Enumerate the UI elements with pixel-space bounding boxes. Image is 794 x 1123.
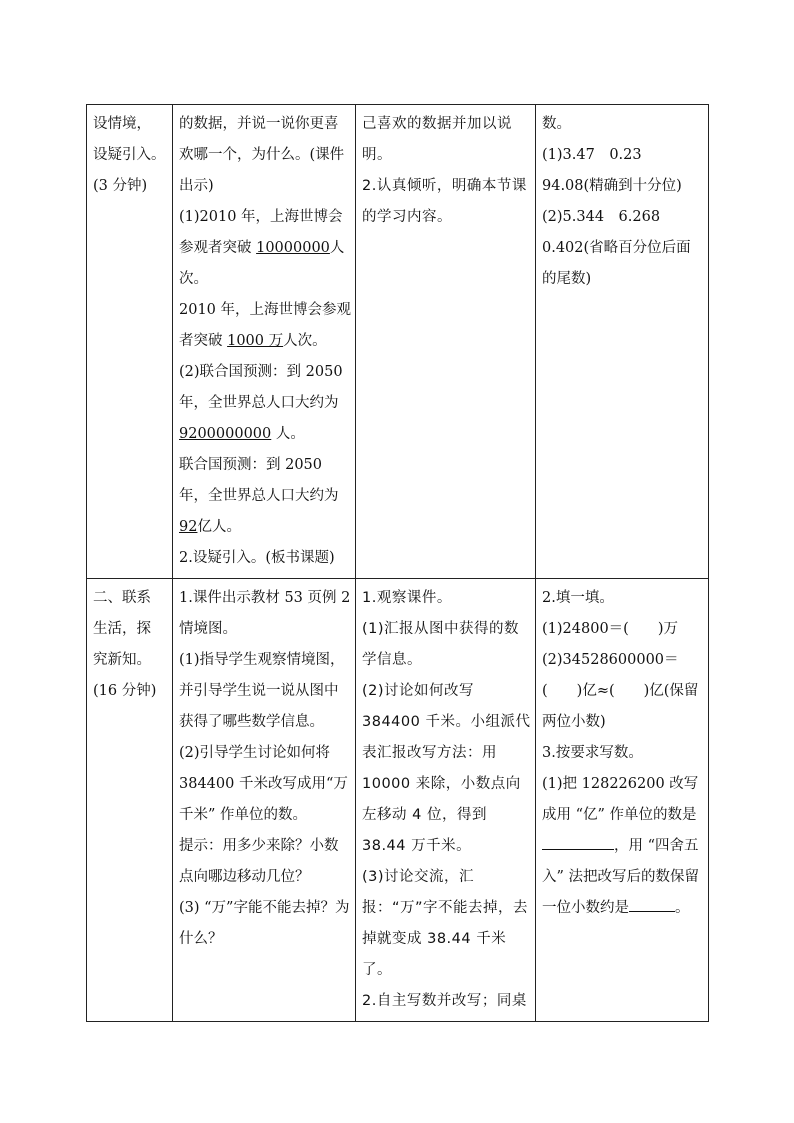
student-activity-cell xyxy=(356,105,536,579)
stage-text: 设疑引入。 xyxy=(93,147,166,163)
student-activity-cell xyxy=(356,579,536,1022)
student-text: 1.观察课件。 xyxy=(362,590,452,606)
teacher-text: (2)引导学生讨论如何将384400 千米改写成用“万千米” 作单位的数。 xyxy=(179,745,348,823)
practice-cell xyxy=(536,105,709,579)
practice-text: (2)34528600000＝( )亿≈( )亿(保留两位小数) xyxy=(542,652,699,730)
practice-text: (2)5.344 6.268 xyxy=(542,209,661,225)
stage-duration: (3 分钟) xyxy=(93,178,148,194)
underlined-number: 1000 万 xyxy=(227,333,284,349)
teacher-text: 2010 年，上海世博会参观者突破 1000 万人次。 xyxy=(179,302,352,349)
stage-cell xyxy=(87,579,173,1022)
teacher-text: 2.设疑引入。(板书课题) xyxy=(179,550,335,566)
student-text: (3)讨论交流，汇报：“万”字不能去掉，去掉就变成 38.44 千米了。 xyxy=(362,869,529,978)
practice-text: 94.08(精确到十分位) xyxy=(542,178,682,194)
teacher-text: 1.课件出示教材 53 页例 2 情境图。 xyxy=(179,590,351,637)
teacher-text: (2)联合国预测：到 2050 年，全世界总人口大约为 9200000000 人。 xyxy=(179,364,343,442)
practice-text: 2.填一填。 xyxy=(542,590,614,606)
underlined-number: 9200000000 xyxy=(179,426,272,442)
practice-cell xyxy=(536,579,709,1022)
stage-text: 设情境， xyxy=(93,116,151,132)
practice-text: (1)把 128226200 改写成用 “亿” 作单位的数是，用 “四舍五入” 法把改写后的数保留一位小数约是 。 xyxy=(542,776,700,916)
answer-blank[interactable] xyxy=(629,911,675,912)
stage-cell xyxy=(87,105,173,579)
practice-text: 数。 xyxy=(542,116,571,132)
teacher-text: (3) “万”字能不能去掉？为什么？ xyxy=(179,900,350,947)
practice-text: (1)24800＝( )万 xyxy=(542,621,678,637)
table-row xyxy=(87,579,709,1022)
underlined-number: 10000000 xyxy=(256,240,330,256)
stage-text: 究新知。 xyxy=(93,652,151,668)
lesson-plan-table xyxy=(86,104,709,1022)
teacher-activity-cell xyxy=(173,579,356,1022)
student-text: (1)汇报从图中获得的数学信息。 xyxy=(362,621,520,668)
teacher-text: 提示：用多少来除？小数点向哪边移动几位？ xyxy=(179,838,339,885)
student-text: 2.认真倾听，明确本节课的学习内容。 xyxy=(362,178,527,225)
teacher-text: 的数据，并说一说你更喜欢哪一个，为什么。(课件出示) xyxy=(179,116,345,194)
practice-text: (1)3.47 0.23 xyxy=(542,147,642,163)
student-text: 己喜欢的数据并加以说明。 xyxy=(362,116,512,163)
stage-text: 二、联系 xyxy=(93,590,151,606)
teacher-text: (1)指导学生观察情境图，并引导学生说一说从图中获得了哪些数学信息。 xyxy=(179,652,345,730)
student-text: (2)讨论如何改写 384400 千米。小组派代表汇报改写方法：用 10000 来除，小数点向左移动 4 位，得到 38.44 万千米。 xyxy=(362,683,531,854)
stage-text: 生活，探 xyxy=(93,621,151,637)
underlined-number: 92 xyxy=(179,519,198,535)
teacher-text: (1)2010 年，上海世博会参观者突破 10000000人次。 xyxy=(179,209,345,287)
student-text: 2.自主写数并改写；同桌 xyxy=(362,993,527,1009)
stage-duration: (16 分钟) xyxy=(93,683,157,699)
teacher-activity-cell xyxy=(173,105,356,579)
teacher-text: 联合国预测：到 2050 年，全世界总人口大约为 92亿人。 xyxy=(179,457,339,535)
answer-blank[interactable] xyxy=(542,849,614,850)
practice-text: 3.按要求写数。 xyxy=(542,745,643,761)
practice-text: 0.402(省略百分位后面的尾数) xyxy=(542,240,691,287)
table-row xyxy=(87,105,709,579)
